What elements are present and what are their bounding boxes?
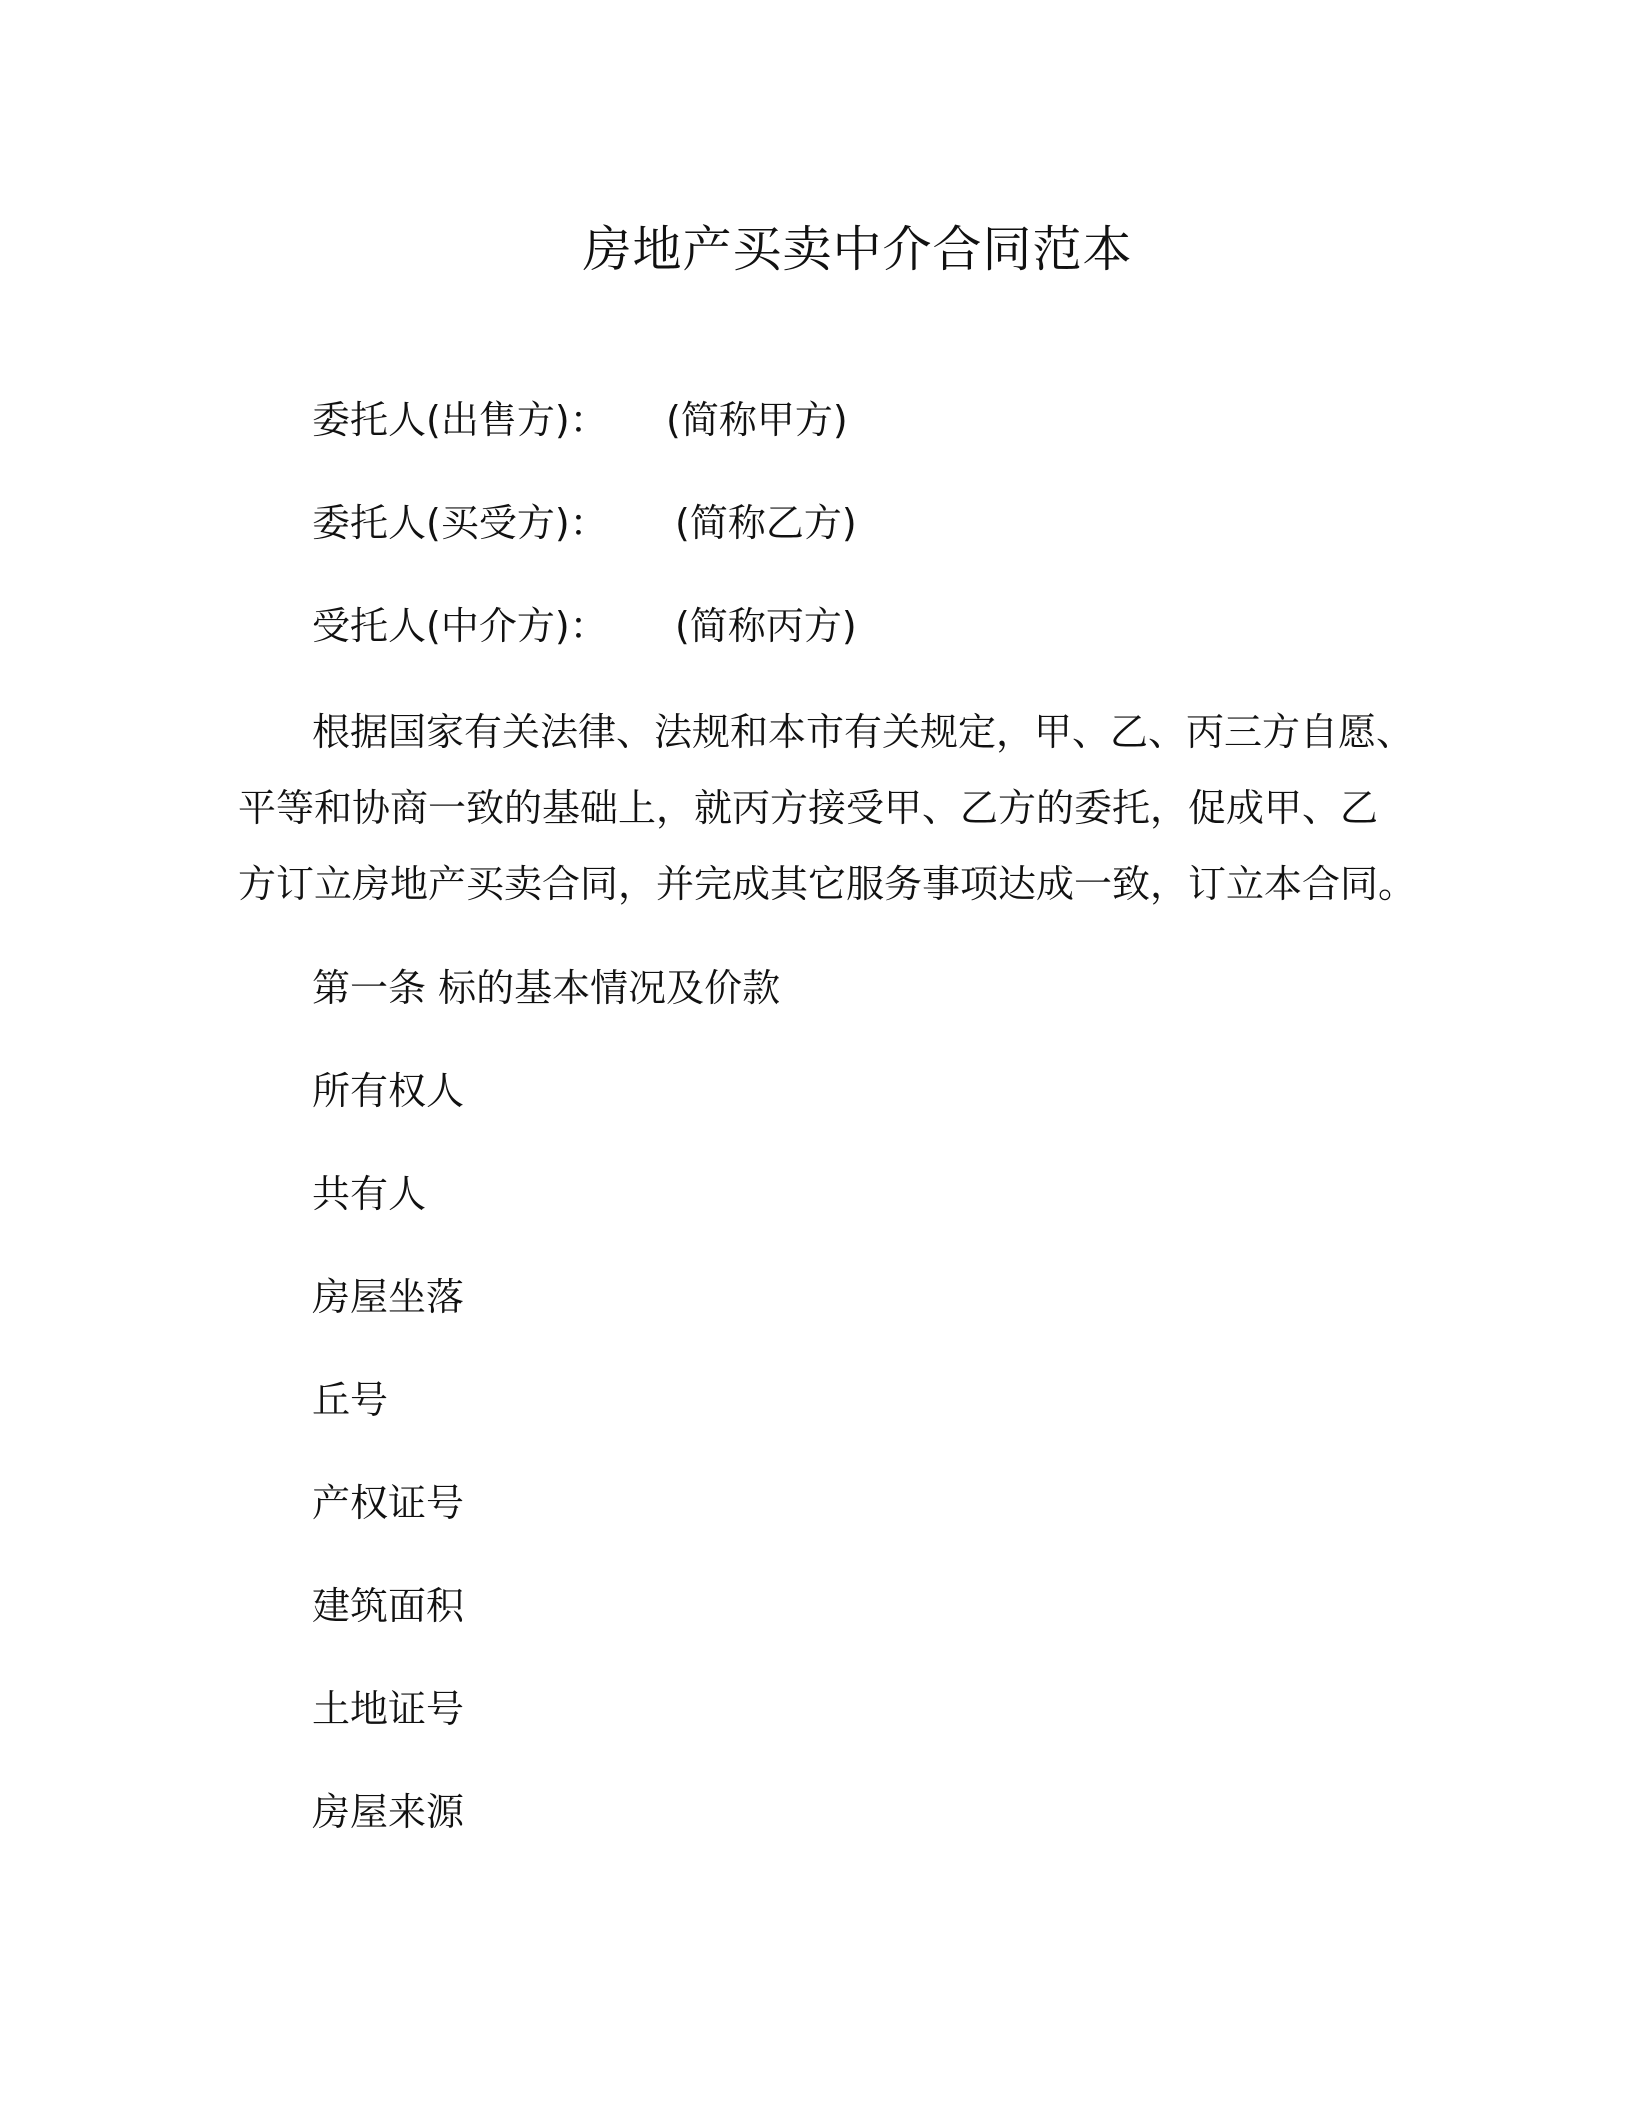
party-buyer-abbr: (简称乙方) [675, 501, 857, 545]
party-seller-abbr: (简称甲方) [666, 398, 848, 442]
field-lot-number: 丘号 [312, 1378, 389, 1422]
preamble-line-3: 方订立房地产买卖合同，并完成其它服务事项达成一致，订立本合同。 [238, 862, 1417, 906]
party-agent-role: 受托人(中介方)： [312, 604, 608, 648]
party-buyer-role: 委托人(买受方)： [312, 501, 608, 545]
party-seller-line [312, 395, 848, 445]
field-owner: 所有权人 [312, 1069, 465, 1113]
field-building-area: 建筑面积 [312, 1584, 465, 1628]
preamble-line-2: 平等和协商一致的基础上，就丙方接受甲、乙方的委托，促成甲、乙 [238, 786, 1379, 830]
article-1-heading: 第一条 标的基本情况及价款 [312, 966, 781, 1010]
party-agent-line [312, 601, 857, 651]
field-location: 房屋坐落 [312, 1275, 465, 1319]
field-land-certificate: 土地证号 [312, 1687, 465, 1731]
preamble-line-1: 根据国家有关法律、法规和本市有关规定，甲、乙、丙三方自愿、 [312, 710, 1415, 754]
field-co-owner: 共有人 [312, 1172, 427, 1216]
party-buyer-line [312, 498, 857, 548]
field-property-source: 房屋来源 [312, 1790, 465, 1834]
party-seller-role: 委托人(出售方)： [312, 398, 608, 442]
party-agent-abbr: (简称丙方) [675, 604, 857, 648]
field-property-certificate: 产权证号 [312, 1481, 465, 1525]
document-title: 房地产买卖中介合同范本 [582, 221, 1133, 278]
